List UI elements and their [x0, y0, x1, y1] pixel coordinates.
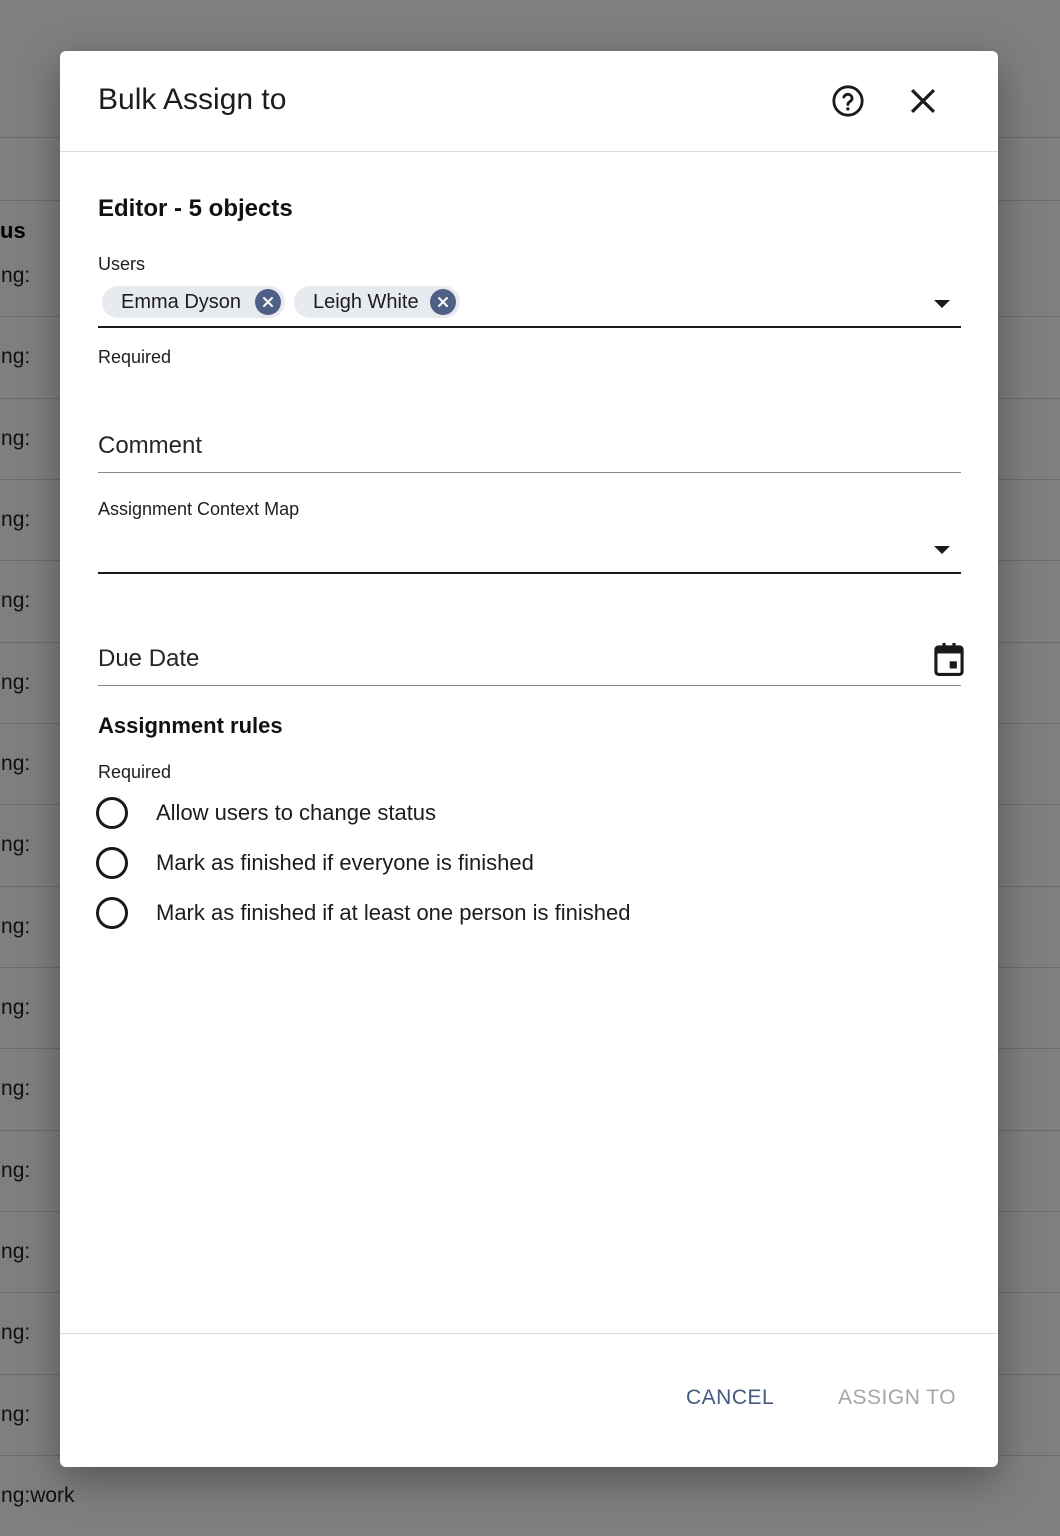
assign-to-button[interactable]: ASSIGN TO	[838, 1386, 957, 1409]
radio-label: Allow users to change status	[156, 800, 437, 825]
section-title: Editor - 5 objects	[98, 195, 293, 222]
assignment-rules-helper: Required	[98, 762, 172, 782]
context-map-label: Assignment Context Map	[98, 499, 300, 519]
radio-button[interactable]	[96, 897, 128, 929]
context-map-select[interactable]	[98, 541, 961, 574]
due-date-input[interactable]	[98, 641, 918, 677]
bulk-assign-dialog	[60, 51, 998, 1467]
chip-label: Emma Dyson	[121, 290, 242, 313]
radio-finish-if-one[interactable]	[96, 895, 630, 931]
calendar-icon[interactable]	[933, 643, 965, 677]
chip-remove-button[interactable]	[430, 289, 456, 315]
comment-field[interactable]	[98, 421, 961, 473]
assignment-rules-title: Assignment rules	[98, 713, 283, 738]
chip-remove-button[interactable]	[255, 289, 281, 315]
radio-label: Mark as finished if at least one person is finished	[156, 900, 631, 925]
user-chip[interactable]	[294, 286, 460, 318]
comment-input[interactable]	[98, 428, 918, 464]
chevron-down-icon[interactable]	[934, 546, 950, 554]
radio-allow-status-change[interactable]	[96, 795, 436, 831]
help-button[interactable]	[826, 79, 870, 123]
due-date-field[interactable]	[98, 634, 961, 686]
users-select[interactable]	[98, 279, 961, 328]
radio-label: Mark as finished if everyone is finished	[156, 850, 534, 875]
close-button[interactable]	[901, 79, 945, 123]
dialog-header	[60, 51, 998, 152]
dialog-footer	[60, 1333, 998, 1467]
radio-finish-if-everyone[interactable]	[96, 845, 534, 881]
users-helper-text: Required	[98, 347, 172, 367]
help-circle-icon	[831, 84, 865, 118]
chip-label: Leigh White	[313, 290, 419, 313]
users-label: Users	[98, 254, 146, 274]
close-icon	[437, 296, 449, 308]
user-chip[interactable]	[102, 286, 285, 318]
dialog-title: Bulk Assign to	[98, 83, 287, 116]
close-icon	[262, 296, 274, 308]
close-icon	[910, 88, 936, 114]
radio-button[interactable]	[96, 847, 128, 879]
cancel-button[interactable]: CANCEL	[686, 1386, 775, 1409]
radio-button[interactable]	[96, 797, 128, 829]
chevron-down-icon[interactable]	[934, 300, 950, 308]
